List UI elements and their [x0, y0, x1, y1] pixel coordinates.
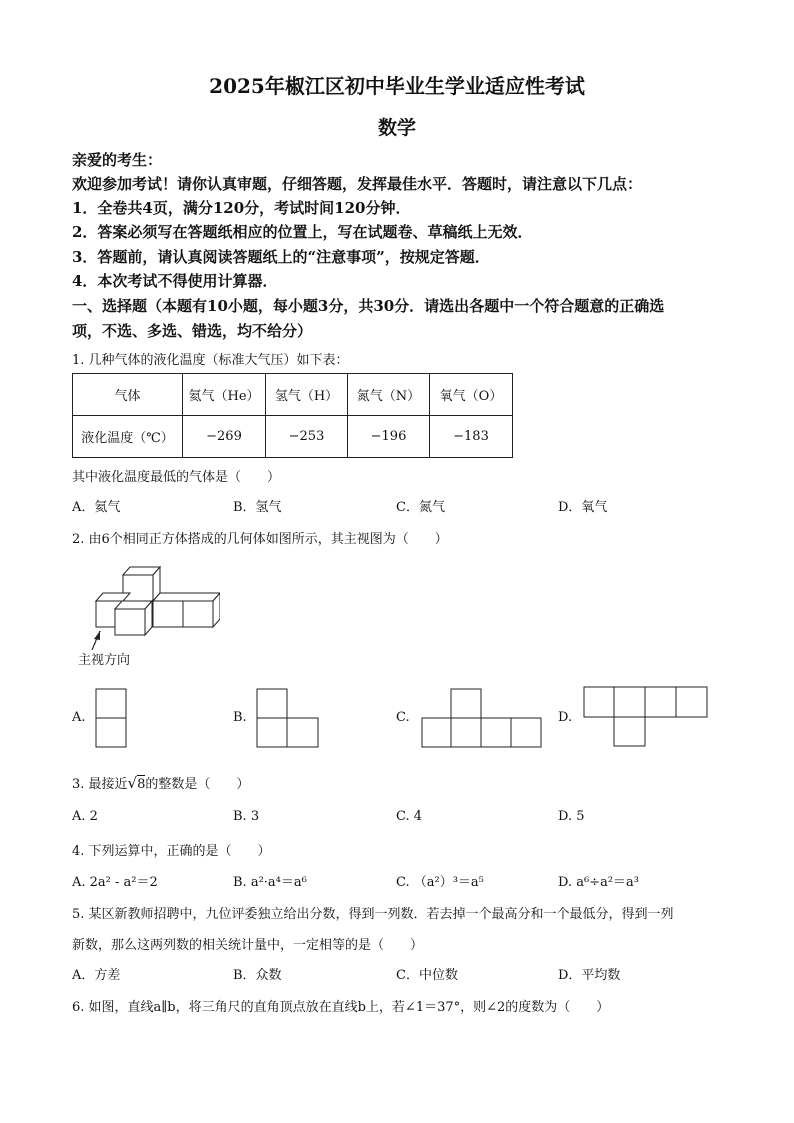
exam-title: 2025年椒江区初中毕业生学业适应性考试: [209, 74, 585, 98]
greeting: 亲爱的考生：: [72, 151, 163, 169]
q2-stem: 2. 由6个相同正方体搭成的几何体如图所示，其主视图为（ ）: [72, 532, 448, 547]
q1-option-d: D．氧气: [558, 500, 608, 515]
table-cell: −253: [266, 416, 348, 458]
q5-option-a: A．方差: [72, 968, 121, 983]
q5-stem-line1: 5. 某区新教师招聘中，九位评委独立给出分数，得到一列数．若去掉一个最高分和一个最低分，得到一列: [72, 907, 674, 922]
table-cell: 氧气（O）: [430, 374, 513, 416]
q5-option-c: C．中位数: [396, 968, 458, 983]
q4-option-a: A. 2a² - a²＝2: [72, 875, 158, 890]
q3-option-a: A. 2: [72, 809, 98, 824]
table-cell: 气体: [73, 374, 183, 416]
q1-stem: 1. 几种气体的液化温度（标准大气压）如下表：: [72, 353, 349, 368]
table-row: [73, 374, 513, 416]
q2-option-c-label: C.: [396, 710, 410, 725]
q1-option-c: C．氮气: [396, 500, 445, 515]
q3-option-d: D. 5: [558, 809, 585, 824]
table-cell: −196: [348, 416, 430, 458]
q3-radicand: 8: [137, 777, 146, 792]
table-cell: −269: [183, 416, 266, 458]
q2-option-a-label: A.: [72, 710, 86, 725]
section-heading: 一、选择题（本题有10小题，每小题3分，共30分．请选出各题中一个符合题意的正确选: [72, 297, 665, 315]
gas-table: [72, 373, 513, 458]
q6-stem: 6. 如图，直线a∥b，将三角尺的直角顶点放在直线b上，若∠1＝37°，则∠2的度数为（ ）: [72, 1000, 610, 1015]
q3-stem-prefix: 3. 最接近: [72, 777, 128, 792]
instruction-item: 1．全卷共4页，满分120分，考试时间120分钟．: [72, 199, 411, 217]
welcome-text: 欢迎参加考试！请你认真审题，仔细答题，发挥最佳水平．答题时，请注意以下几点：: [72, 175, 643, 193]
table-row: [73, 416, 513, 458]
q4-stem: 4. 下列运算中，正确的是（ ）: [72, 844, 271, 859]
table-cell: 氦气（He）: [183, 374, 266, 416]
q3-option-b: B. 3: [233, 809, 260, 824]
instruction-item: 3．答题前，请认真阅读答题纸上的“注意事项”，按规定答题．: [72, 248, 490, 266]
table-cell: −183: [430, 416, 513, 458]
q2-option-d-label: D.: [558, 710, 573, 725]
section-heading-cont: 项，不选、多选、错选，均不给分）: [72, 322, 313, 340]
table-cell: 氢气（H）: [266, 374, 348, 416]
q5-stem-line2: 新数，那么这两列数的相关统计量中，一定相等的是（ ）: [72, 938, 424, 953]
q3-stem: [72, 773, 249, 792]
q3-option-c: C. 4: [396, 809, 423, 824]
exam-subject: 数学: [377, 117, 416, 139]
sqrt-symbol: √: [127, 774, 138, 792]
view-option-d[interactable]: [583, 686, 709, 748]
q2-option-b-label: B.: [233, 710, 247, 725]
q4-option-d: D. a⁶÷a²＝a³: [558, 875, 640, 890]
q4-option-b: B. a²·a⁴＝a⁶: [233, 875, 307, 890]
view-option-b[interactable]: [256, 688, 320, 748]
instruction-item: 2．答案必须写在答题纸相应的位置上，写在试题卷、草稿纸上无效．: [72, 223, 533, 241]
q1-option-a: A．氦气: [72, 500, 121, 515]
cube-solid-figure: [70, 560, 220, 660]
instruction-item: 4．本次考试不得使用计算器．: [72, 272, 278, 290]
view-option-c[interactable]: [421, 688, 543, 748]
table-cell: 液化温度（℃）: [73, 416, 183, 458]
table-cell: 氮气（N）: [348, 374, 430, 416]
q1-option-b: B．氢气: [233, 500, 282, 515]
view-direction-label: 主视方向: [78, 653, 131, 668]
q5-option-d: D．平均数: [558, 968, 621, 983]
view-option-a[interactable]: [95, 688, 129, 748]
q4-option-c: C. （a²）³＝a⁵: [396, 875, 484, 890]
q3-stem-suffix: 的整数是（ ）: [145, 777, 250, 792]
q1-question: 其中液化温度最低的气体是（ ）: [72, 470, 281, 485]
q5-option-b: B．众数: [233, 968, 282, 983]
